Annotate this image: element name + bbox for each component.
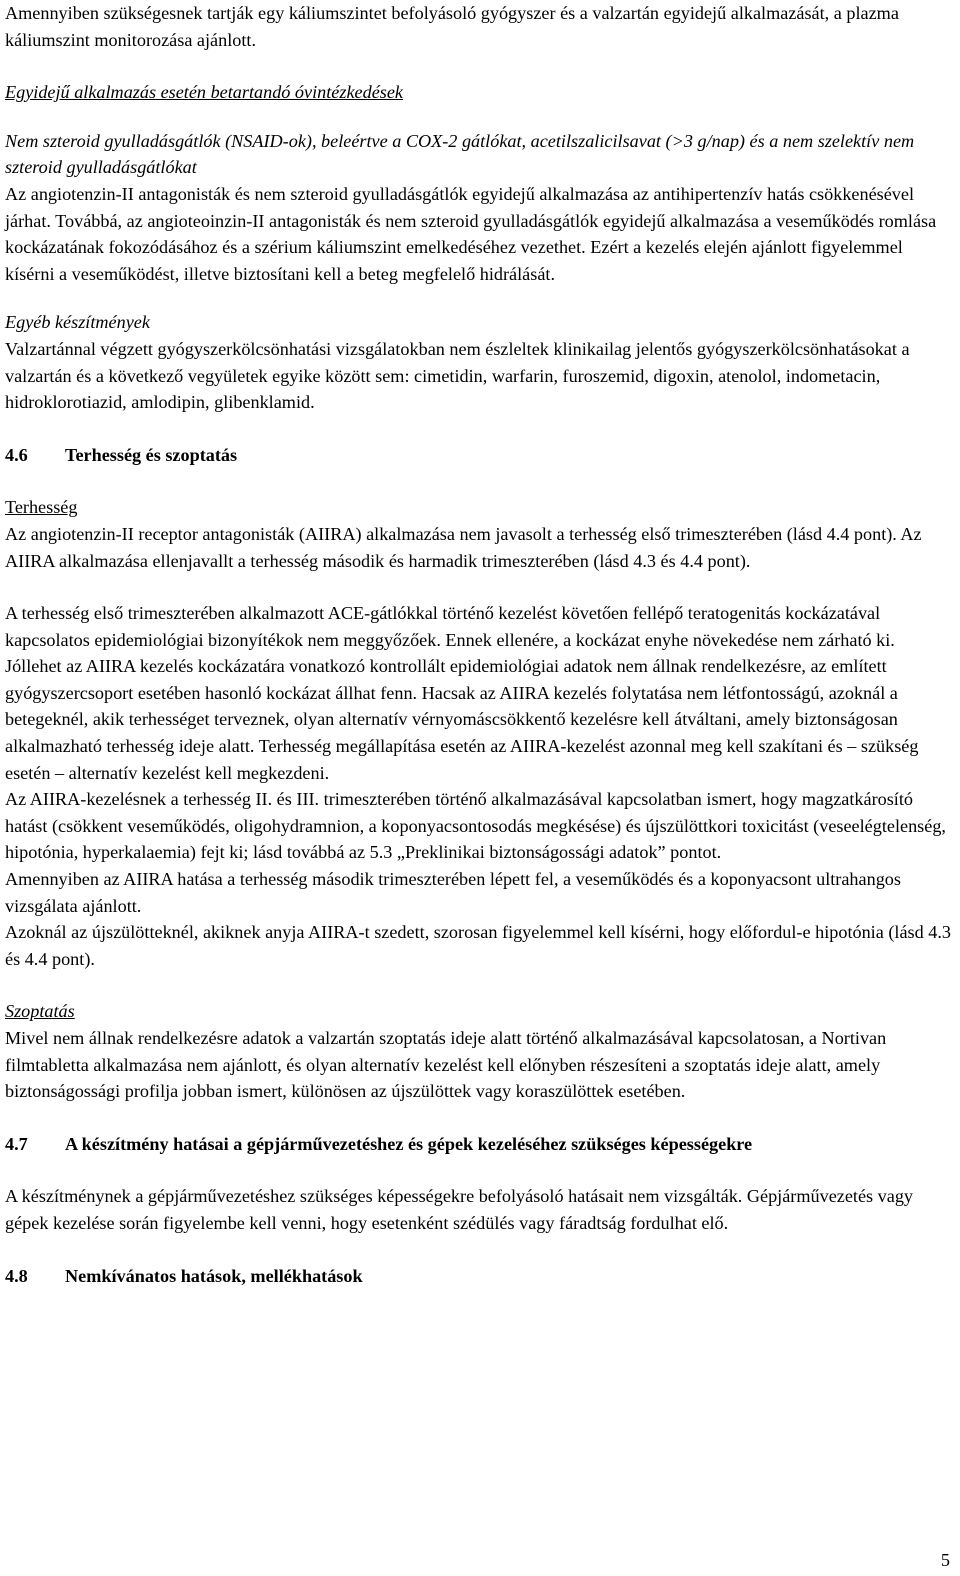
- section-number: 4.7: [5, 1133, 28, 1154]
- other-products-heading: Egyéb készítmények: [5, 312, 150, 333]
- potassium-monitoring-paragraph: Amennyiben szükségesnek tartják egy káliumszintet befolyásoló gyógyszer és a valzartán egyidejű alkalmazását, a plazma káliumszint monitorozása ajánlott.: [5, 3, 899, 50]
- document-page: [5, 0, 951, 1289]
- page-number: 5: [940, 1550, 950, 1570]
- section-number: 4.6: [5, 444, 28, 465]
- pregnancy-paragraph-4: Amennyiben az AIIRA hatása a terhesség második trimeszterében lépett fel, a veseműködés és a koponyacsont ultrahangos vizsgálata ajánlott.: [5, 869, 901, 916]
- section-number: 4.8: [5, 1265, 28, 1286]
- nsaid-paragraph: [5, 181, 951, 287]
- section-4-7-heading: [5, 1131, 951, 1158]
- section-4-6-heading: [5, 442, 951, 469]
- nsaid-paragraph-part2: Továbbá, az angioteoinzin-II antagonisták és nem szteroid gyulladásgátlók egyidejű alkalmazása a veseműködés romlása kockázatának fokozódásához és a szérium káliumszint emelkedéséhez vezethet. Ezért a kezelés elején ajánlott figyelemmel kísérni a veseműködést, illetve biztosítani kell a beteg megfelelő hidrálását.: [5, 210, 937, 284]
- nsaid-paragraph-part1: Az angiotenzin-II antagonisták és nem szteroid gyulladásgátlók egyidejű alkalmazása az antihipertenzív hatás csökkenésével járhat.: [5, 183, 915, 231]
- pregnancy-paragraph-1: Az angiotenzin-II receptor antagonisták (AIIRA) alkalmazása nem javasolt a terhesség első trimeszterében (lásd 4.4 pont). Az AIIRA alkalmazása ellenjavallt a terhesség második és harmadik trimeszterében (lásd 4.3 és 4.4 pont).: [5, 523, 922, 571]
- pregnancy-paragraph-5: Azoknál az újszülötteknél, akiknek anyja AIIRA-t szedett, szorosan figyelemmel kell kísérni, hogy előfordul-e hipotónia (lásd 4.3 és 4.4 pont).: [5, 922, 951, 969]
- breastfeeding-heading: Szoptatás: [5, 1001, 75, 1022]
- driving-paragraph: A készítménynek a gépjárművezetéshez szükséges képességekre befolyásoló hatásait nem vizsgálták. Gépjárművezetés vagy gépek kezelése során figyelembe kell venni, hogy esetenként szédülés vagy fáradtság fordulhat elő.: [5, 1186, 914, 1233]
- other-products-paragraph: Valzartánnal végzett gyógyszerkölcsönhatási vizsgálatokban nem észleltek klinikailag jelentős gyógyszerkölcsönhatásokat a valzartán és a következő vegyületek egyike között sem: cimetidin, warfarin, furoszemid, digoxin, atenolol, indometacin, hidroklorotiazid, amlodipin, glibenklamid.: [5, 338, 910, 413]
- section-4-8-heading: [5, 1263, 951, 1290]
- section-title: Terhesség és szoptatás: [65, 444, 238, 465]
- section-title: Nemkívánatos hatások, mellékhatások: [65, 1265, 363, 1286]
- pregnancy-heading: Terhesség: [5, 497, 78, 518]
- nsaid-subheading: Nem szteroid gyulladásgátlók (NSAID-ok), beleértve a COX-2 gátlókat, acetilszalicilsavat (>3 g/nap) és a nem szelektív nem szteroid gyulladásgátlókat: [5, 130, 915, 178]
- section-title: A készítmény hatásai a gépjárművezetéshez és gépek kezeléséhez szükséges képességekre: [65, 1133, 753, 1154]
- pregnancy-paragraph-3: Az AIIRA-kezelésnek a terhesség II. és III. trimeszterében történő alkalmazásával kapcsolatban ismert, hogy magzatkárosító hatást (csökkent veseműködés, oligohydramnion, a koponyacsontosodás megkésése) és újszülöttkori toxicitást (veseelégtelenség, hipotónia, hyperkalaemia) fejt ki; lásd továbbá az 5.3 „Preklinikai biztonságossági adatok” pontot.: [5, 789, 946, 863]
- breastfeeding-paragraph: Mivel nem állnak rendelkezésre adatok a valzartán szoptatás ideje alatt történő alkalmazásával kapcsolatosan, a Nortivan filmtabletta alkalmazása nem ajánlott, és olyan alternatív kezelést kell előnyben részesíteni a szoptatás ideje alatt, amely biztonságossági profilja jobban ismert, különösen az újszülöttek vagy koraszülöttek esetében.: [5, 1028, 887, 1102]
- pregnancy-paragraph-2: A terhesség első trimeszterében alkalmazott ACE-gátlókkal történő kezelést követően fellépő teratogenitás kockázatával kapcsolatos epidemiológiai bizonyítékok nem meggyőzőek. Ennek ellenére, a kockázat enyhe növekedése nem zárható ki. Jóllehet az AIIRA kezelés kockázatára vonatkozó kontrollált epidemiológiai adatok nem állnak rendelkezésre, az említett gyógyszercsoport esetében hasonló kockázat állhat fenn. Hacsak az AIIRA kezelés folytatása nem létfontosságú, azoknál a betegeknél, akik terhességet terveznek, olyan alternatív vérnyomáscsökkentő kezelésre kell átváltani, amely biztonságosan alkalmazható terhesség ideje alatt. Terhesség megállapítása esetén az AIIRA-kezelést azonnal meg kell szakítani és – szükség esetén – alternatív kezelést kell megkezdeni.: [5, 603, 919, 783]
- precautions-heading: Egyidejű alkalmazás esetén betartandó óvintézkedések: [5, 82, 403, 103]
